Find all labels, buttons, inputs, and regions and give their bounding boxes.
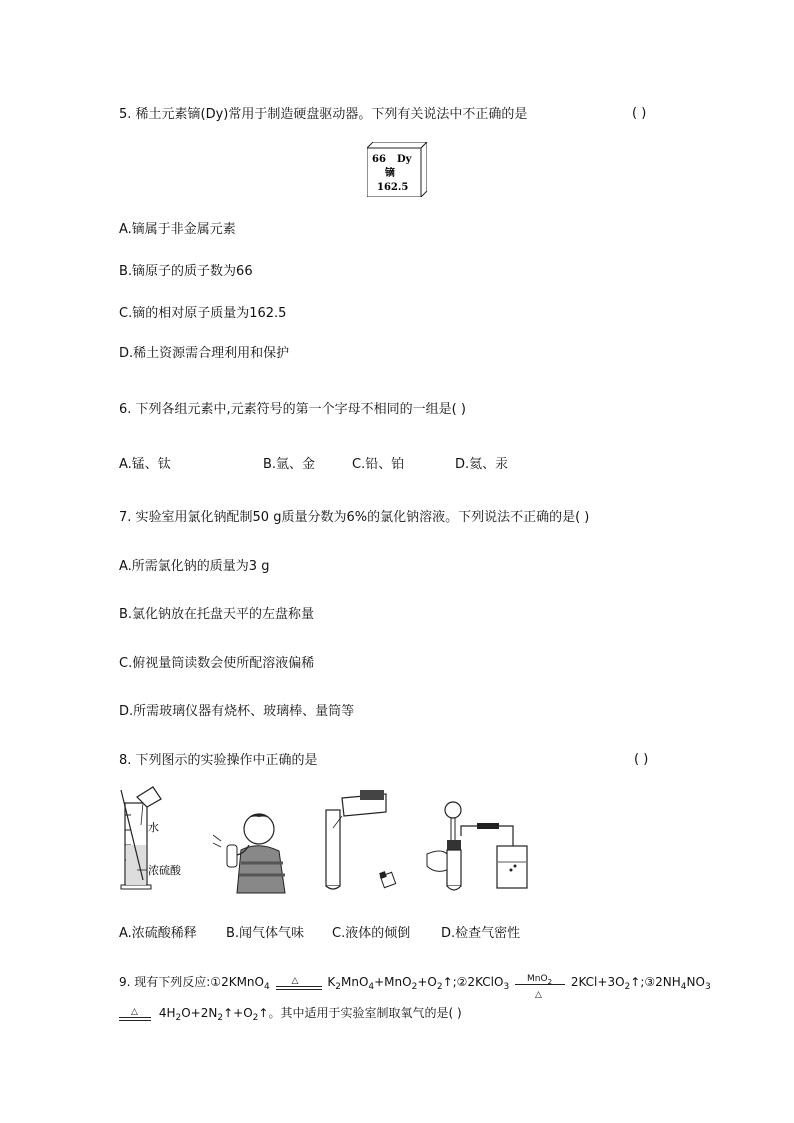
heat-symbol-2: △ <box>535 990 542 1000</box>
q7-option-d: D.所需玻璃仪器有烧杯、玻璃棒、量筒等 <box>119 704 355 719</box>
q5-answer-paren: ( ) <box>632 106 647 121</box>
q5-option-d: D.稀土资源需合理利用和保护 <box>119 346 290 361</box>
q6-option-a: A.锰、钛 <box>119 457 171 472</box>
r3-reactant: $③2NH_4NO_3$ <box>644 975 711 992</box>
q8-option-c: C.液体的倾倒 <box>332 926 411 941</box>
q8-option-d: D.检查气密性 <box>441 926 521 941</box>
q5-option-a: A.镝属于非金属元素 <box>119 222 236 237</box>
q9-tail: 。其中适用于实验室制取氧气的是( ) <box>268 1006 462 1020</box>
figure-airtightness-check <box>425 800 535 895</box>
r3-products: $4H_2O+2N_2↑+O_2↑$ <box>158 1006 269 1023</box>
r2-reactant: ②2KClO <box>456 975 504 989</box>
q7-stem: 7. 实验室用氯化钠配制50 g质量分数为6%的氯化钠溶液。下列说法不正确的是( ) <box>119 510 590 525</box>
label-conc-acid: 浓硫酸 <box>148 864 181 877</box>
q6-option-c: C.铅、铂 <box>352 457 405 472</box>
q8-stem: 8. 下列图示的实验操作中正确的是 <box>119 753 318 768</box>
q8-option-a: A.浓硫酸稀释 <box>119 926 197 941</box>
q8-answer-paren: ( ) <box>634 752 649 767</box>
element-symbol: Dy <box>397 154 412 165</box>
element-number: 66 <box>372 154 386 165</box>
heat-symbol-3: △ <box>131 1007 138 1017</box>
figure-smelling-gas <box>207 805 297 895</box>
q7-option-a: A.所需氯化钠的质量为3 g <box>119 559 270 574</box>
q5-option-b: B.镝原子的质子数为66 <box>119 264 253 279</box>
r2-products: $2KCl+3O_2↑$; <box>570 975 645 992</box>
q5-option-c: C.镝的相对原子质量为162.5 <box>119 306 287 321</box>
element-mass: 162.5 <box>377 182 409 193</box>
q6-option-d: D.氦、汞 <box>455 457 509 472</box>
r1-products: $K_2MnO_4+MnO_2+O_2↑$; <box>327 975 457 992</box>
q6-option-b: B.氩、金 <box>263 457 316 472</box>
figure-pouring-liquid <box>320 788 410 893</box>
q9-prefix: 9. 现有下列反应:①2KMnO <box>119 975 264 989</box>
q6-stem: 6. 下列各组元素中,元素符号的第一个字母不相同的一组是( ) <box>119 402 466 417</box>
q5-stem: 5. 稀土元素镝(Dy)常用于制造硬盘驱动器。下列有关说法中不正确的是 <box>119 107 528 122</box>
q9-line-2 <box>119 1004 462 1027</box>
catalyst-label: MnO <box>527 974 548 984</box>
element-card-dy <box>367 142 427 197</box>
label-water: 水 <box>148 821 159 834</box>
heat-symbol: △ <box>291 976 299 986</box>
q7-option-b: B.氯化钠放在托盘天平的左盘称量 <box>119 607 315 622</box>
q9-line-1: 9. 现有下列反应:①2KMnO$_4$ △ $K_2MnO_4+MnO_2+O_2↑;②2KClO_3$ MnO$_2$ △ $2KCl+3O_2↑;③2NH_4NO_3$ <box>119 973 711 996</box>
q8-option-b: B.闻气体气味 <box>226 926 305 941</box>
q7-option-c: C.俯视量筒读数会使所配溶液偏稀 <box>119 656 315 671</box>
element-name: 镝 <box>385 168 395 179</box>
